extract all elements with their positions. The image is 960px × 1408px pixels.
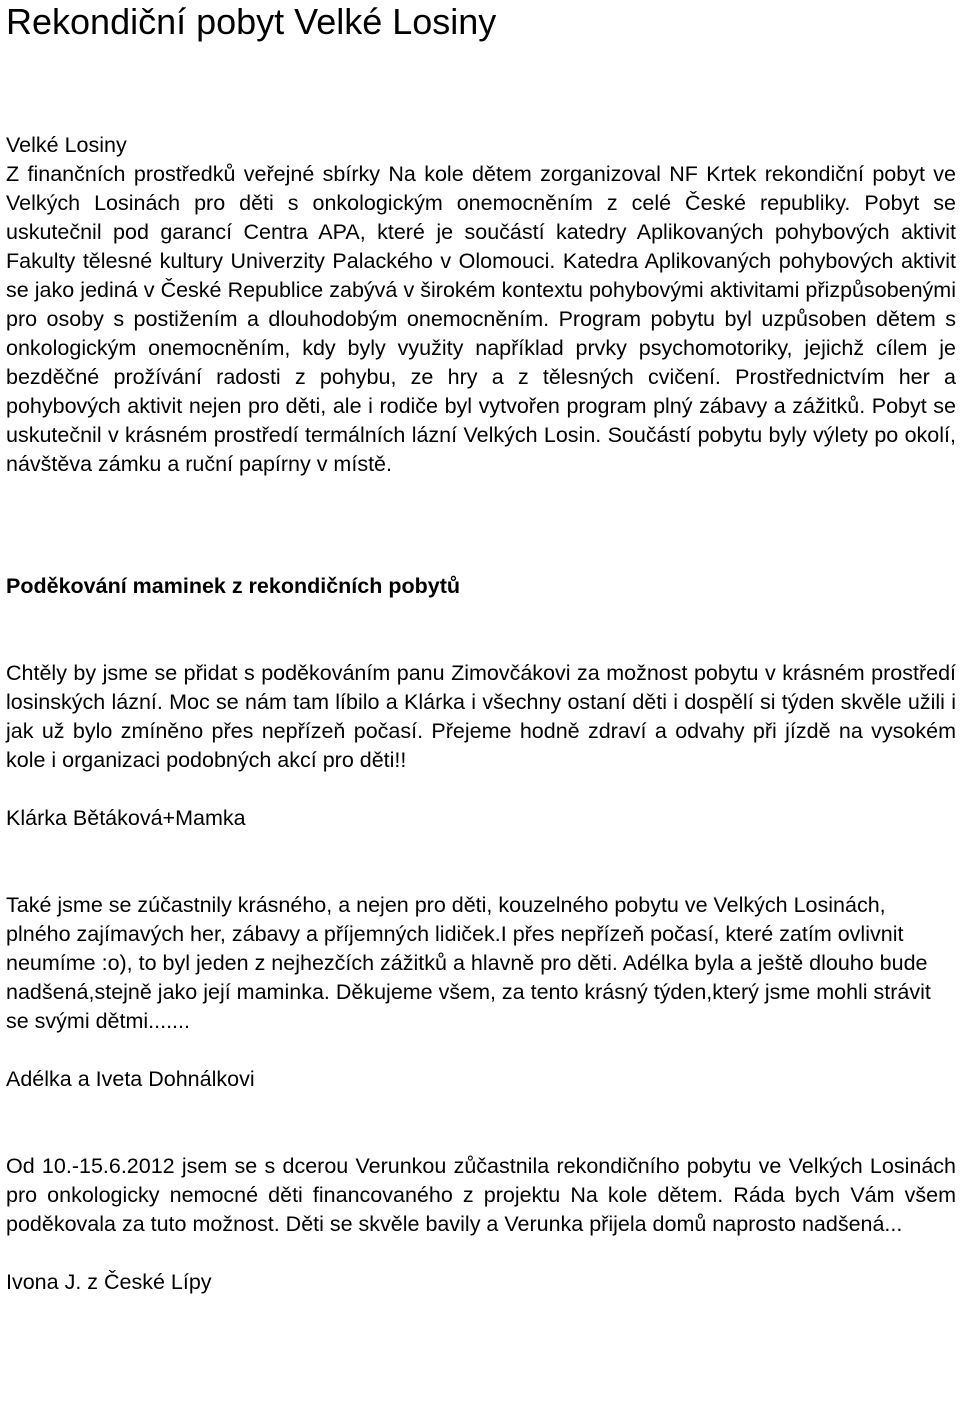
page-title: Rekondiční pobyt Velké Losiny (6, 1, 497, 42)
place-name: Velké Losiny (6, 133, 127, 157)
testimonial-signature: Ivona J. z České Lípy (6, 1270, 212, 1294)
document-page (6, 0, 956, 1297)
thanks-heading: Poděkování maminek z rekondičních pobytů (6, 574, 460, 598)
testimonial-signature: Klárka Bětáková+Mamka (6, 806, 246, 830)
testimonial-text: Chtěly by jsme se přidat s poděkováním panu Zimovčákovi za možnost pobytu v krásném prostředí losinských lázní. Moc se nám tam líbilo a Klárka i všechny ostaní děti i dospělí si týden skvěle užili i jak už bylo zmíněno přes nepřízeň počasí. Přejeme hodně zdraví a odvahy při jízdě na vysokém kole i organizaci podobných akcí pro děti!! (6, 661, 956, 772)
testimonial-text: Od 10.-15.6.2012 jsem se s dcerou Verunkou zůčastnila rekondičního pobytu ve Velkých Losinách pro onkologicky nemocné děti financovaného z projektu Na kole dětem. Ráda bych Vám všem poděkovala za tuto možnost. Děti se skvěle bavily a Verunka přijela domů naprosto nadšená... (6, 1154, 956, 1236)
intro-paragraph: Z finančních prostředků veřejné sbírky Na kole dětem zorganizoval NF Krtek rekondiční pobyt ve Velkých Losinách pro děti s onkologickým onemocněním z celé České republiky. Pobyt se uskutečnil pod garancí Centra APA, které je součástí katedry Aplikovaných pohybových aktivit Fakulty tělesné kultury Univerzity Palackého v Olomouci. Katedra Aplikovaných pohybových aktivit se jako jediná v České Republice zabývá v širokém kontextu pohybovými aktivitami přizpůsobenými pro osoby s postižením a dlouhodobým onemocněním. Program pobytu byl uzpůsoben dětem s onkologickým onemocněním, kdy byly využity například prvky psychomotoriky, jejichž cílem je bezděčné prožívání radosti z pohybu, ze hry a z tělesných cvičení. Prostřednictvím her a pohybových aktivit nejen pro děti, ale i rodiče byl vytvořen program plný zábavy a zážitků. Pobyt se uskutečnil v krásném prostředí termálních lázní Velkých Losin. Součástí pobytu byly výlety po okolí, návštěva zámku a ruční papírny v místě. (6, 162, 956, 476)
testimonial-text: Také jsme se zúčastnily krásného, a nejen pro děti, kouzelného pobytu ve Velkých Losinách, plného zajímavých her, zábavy a příjemných lidiček.I přes nepřízeň počasí, které zatím ovlivnit neumíme :o), to byl jeden z nejhezčích zážitků a hlavně pro děti. Adélka byla a ještě dlouho bude nadšená,stejně jako její maminka. Děkujeme všem, za tento krásný týden,který jsme mohli strávit se svými dětmi....... (6, 893, 931, 1033)
testimonial-signature: Adélka a Iveta Dohnálkovi (6, 1067, 255, 1091)
